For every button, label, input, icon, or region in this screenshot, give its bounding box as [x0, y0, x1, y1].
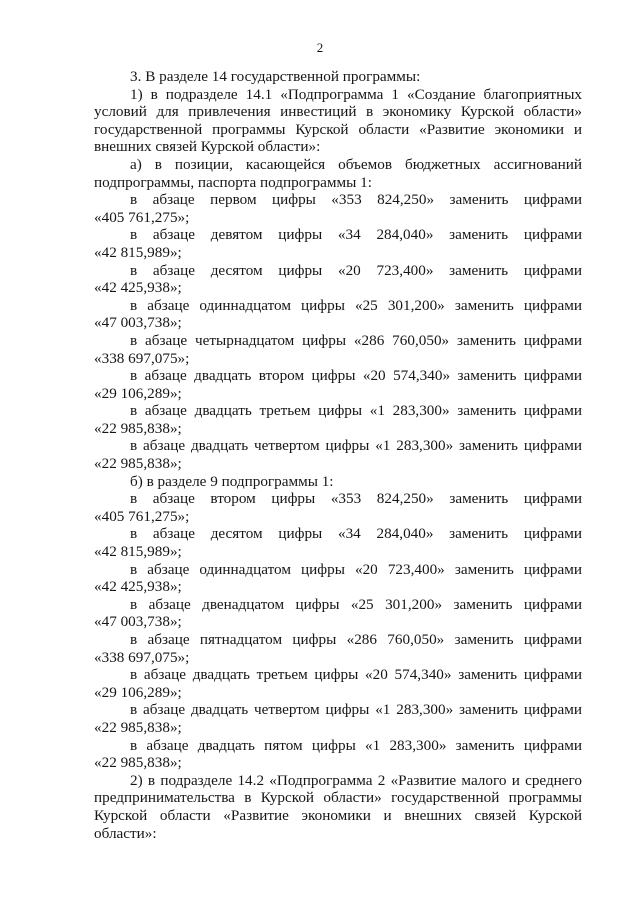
- amendment-line: в абзаце десятом цифры «20 723,400» заменить цифрами: [130, 261, 582, 279]
- amendment-value: «42 815,989»;: [94, 243, 182, 261]
- paragraph-subsection-14-1: 1) в подразделе 14.1 «Подпрограмма 1 «Создание благоприятных условий для привлечения инвестиций в экономику Курской области» государственной программы Курской области «Развитие экономики и внешних связей Курской области»:: [94, 85, 582, 156]
- amendment-line: в абзаце одиннадцатом цифры «20 723,400» заменить цифрами: [130, 560, 582, 578]
- amendment-line: в абзаце четырнадцатом цифры «286 760,050» заменить цифрами: [130, 331, 582, 349]
- amendment-line: в абзаце одиннадцатом цифры «25 301,200» заменить цифрами: [130, 296, 582, 314]
- amendment-value: «338 697,075»;: [94, 648, 190, 666]
- amendment-value: «47 003,738»;: [94, 314, 182, 332]
- amendment-line: в абзаце двадцать четвертом цифры «1 283,300» заменить цифрами: [130, 701, 582, 719]
- page-number: 2: [316, 40, 324, 55]
- amendment-line: в абзаце пятнадцатом цифры «286 760,050» заменить цифрами: [130, 631, 582, 648]
- amendment-value: «42 815,989»;: [94, 543, 182, 561]
- amendment-line: в абзаце десятом цифры «34 284,040» заменить цифрами: [130, 525, 582, 543]
- amendment-value: «22 985,838»;: [94, 754, 182, 772]
- amendment-value: «405 761,275»;: [94, 507, 190, 525]
- amendment-line: в абзаце втором цифры «353 824,250» заменить цифрами: [130, 490, 582, 508]
- amendment-value: «22 985,838»;: [94, 718, 182, 736]
- paragraph-section-3: 3. В разделе 14 государственной программы:: [130, 68, 421, 85]
- amendment-line: в абзаце девятом цифры «34 284,040» заменить цифрами: [130, 226, 582, 244]
- amendment-line: в абзаце двадцать пятом цифры «1 283,300» заменить цифрами: [130, 736, 582, 754]
- amendment-value: «42 425,938»;: [94, 279, 182, 297]
- paragraph-item-b: б) в разделе 9 подпрограммы 1:: [130, 472, 334, 490]
- document-body: [94, 68, 582, 842]
- amendment-line: в абзаце двадцать втором цифры «20 574,340» заменить цифрами: [130, 367, 582, 385]
- amendment-line: в абзаце двадцать третьем цифры «1 283,300» заменить цифрами: [130, 402, 582, 420]
- amendment-line: в абзаце двадцать третьем цифры «20 574,340» заменить цифрами: [130, 666, 582, 684]
- amendment-value: «22 985,838»;: [94, 455, 182, 473]
- amendment-line: в абзаце двадцать четвертом цифры «1 283,300» заменить цифрами: [130, 437, 582, 455]
- amendment-value: «29 106,289»;: [94, 683, 182, 701]
- amendment-line: в абзаце первом цифры «353 824,250» заменить цифрами: [130, 191, 582, 209]
- amendment-value: «29 106,289»;: [94, 384, 182, 402]
- amendment-value: «22 985,838»;: [94, 419, 182, 437]
- amendment-value: «42 425,938»;: [94, 578, 182, 596]
- amendment-line: в абзаце двенадцатом цифры «25 301,200» заменить цифрами: [130, 595, 582, 613]
- amendment-value: «338 697,075»;: [94, 349, 190, 367]
- paragraph-item-a: а) в позиции, касающейся объемов бюджетных ассигнований подпрограммы, паспорта подпрограммы 1:: [94, 155, 582, 191]
- amendment-value: «47 003,738»;: [94, 613, 182, 631]
- amendment-value: «405 761,275»;: [94, 208, 190, 226]
- paragraph-subsection-14-2: 2) в подразделе 14.2 «Подпрограмма 2 «Развитие малого и среднего предпринимательства в Курской области» государственной программы Курской области «Развитие экономики и внешних связей Курской области»:: [94, 771, 582, 842]
